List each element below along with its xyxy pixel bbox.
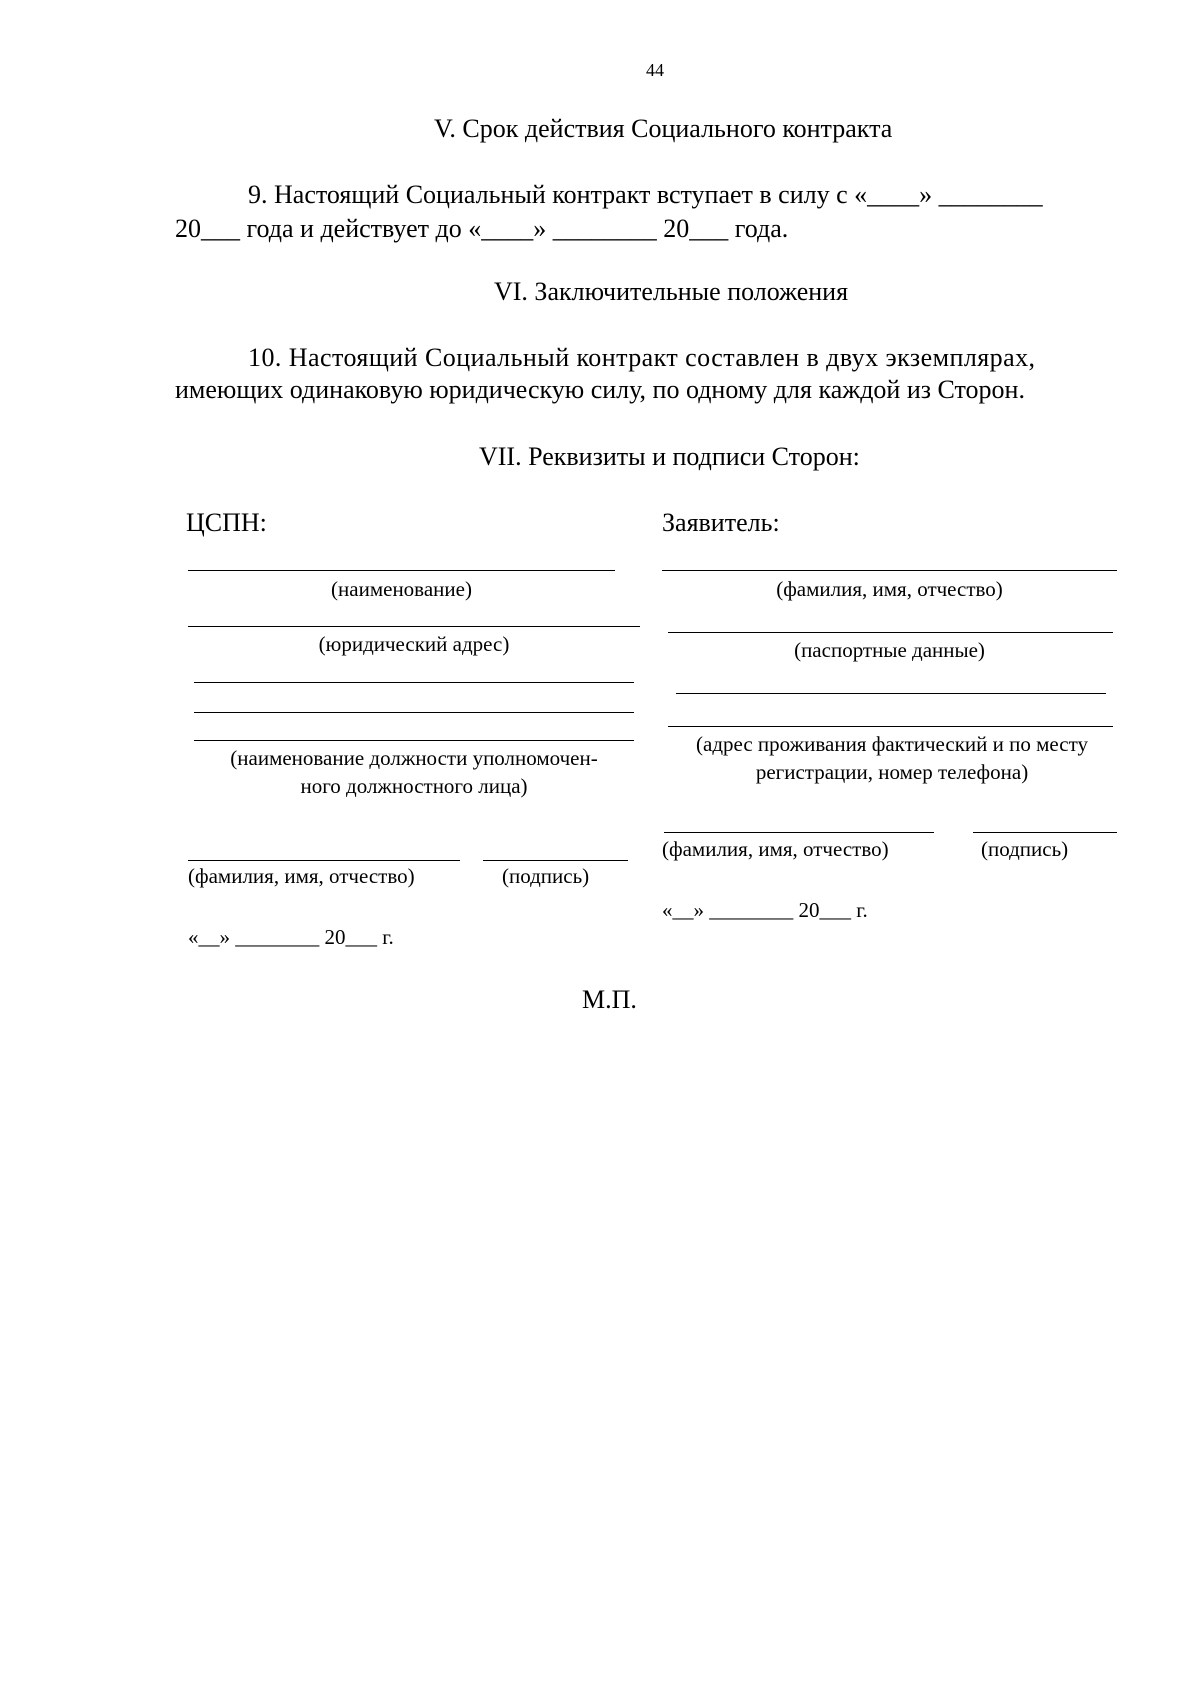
applicant-signature-caption: (подпись) bbox=[981, 837, 1069, 861]
applicant-fio-line bbox=[662, 570, 1117, 571]
clause-9-line1: 9. Настоящий Социальный контракт вступает в силу с «____» ________ bbox=[248, 180, 1043, 209]
applicant-passport-line bbox=[668, 632, 1113, 633]
cspn-address-caption: (юридический адрес) bbox=[318, 632, 510, 656]
section-v-heading: V. Срок действия Социального контракта bbox=[434, 114, 893, 143]
cspn-name-caption: (наименование) bbox=[331, 577, 472, 601]
cspn-fio-caption: (фамилия, имя, отчество) bbox=[188, 864, 415, 888]
applicant-address-caption-line1: (адрес проживания фактический и по месту bbox=[696, 732, 1088, 756]
page-number: 44 bbox=[646, 60, 664, 80]
cspn-fio-line bbox=[188, 860, 460, 861]
applicant-fio-caption: (фамилия, имя, отчество) bbox=[776, 577, 1003, 601]
cspn-extra-line-2 bbox=[194, 712, 634, 713]
cspn-position-caption-line2: ного должностного лица) bbox=[300, 774, 528, 798]
applicant-address-caption-line2: регистрации, номер телефона) bbox=[755, 760, 1029, 784]
applicant-date-line: «__» ________ 20___ г. bbox=[662, 898, 868, 922]
clause-10-line2: имеющих одинаковую юридическую силу, по одному для каждой из Сторон. bbox=[175, 375, 1025, 404]
cspn-name-line bbox=[188, 570, 615, 571]
applicant-title: Заявитель: bbox=[662, 508, 780, 537]
cspn-date-line: «__» ________ 20___ г. bbox=[188, 925, 394, 949]
applicant-sign-fio-caption: (фамилия, имя, отчество) bbox=[662, 837, 889, 861]
cspn-title: ЦСПН: bbox=[186, 508, 267, 537]
section-vii-heading: VII. Реквизиты и подписи Сторон: bbox=[479, 442, 860, 471]
applicant-signature-line bbox=[973, 832, 1117, 833]
cspn-signature-caption: (подпись) bbox=[502, 864, 590, 888]
cspn-signature-line bbox=[483, 860, 628, 861]
applicant-address-line bbox=[668, 726, 1113, 727]
cspn-position-line bbox=[194, 740, 634, 741]
cspn-address-line bbox=[188, 626, 640, 627]
stamp-place: М.П. bbox=[582, 985, 637, 1014]
cspn-position-caption-line1: (наименование должности уполномочен- bbox=[230, 746, 598, 770]
section-vi-heading: VI. Заключительные положения bbox=[494, 277, 849, 306]
clause-10-line1: 10. Настоящий Социальный контракт составлен в двух экземплярах, bbox=[248, 343, 1036, 372]
applicant-sign-fio-line bbox=[664, 832, 934, 833]
applicant-passport-caption: (паспортные данные) bbox=[794, 638, 985, 662]
clause-9-line2: 20___ года и действует до «____» ________ 20___ года. bbox=[175, 214, 789, 243]
cspn-extra-line-1 bbox=[194, 682, 634, 683]
applicant-extra-line-1 bbox=[676, 693, 1106, 694]
